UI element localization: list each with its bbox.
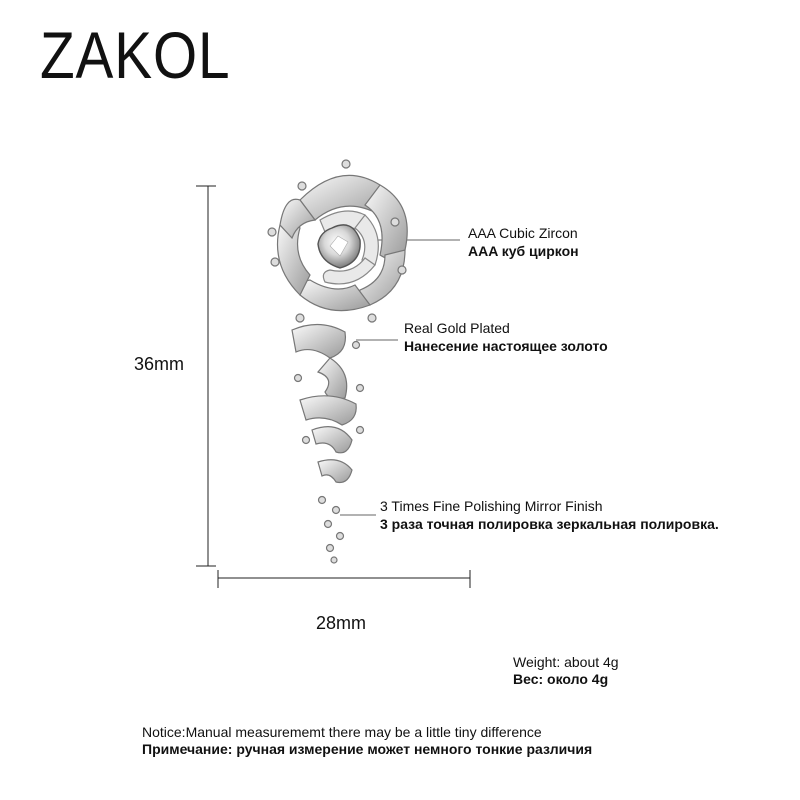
annotation-polishing-ru: 3 раза точная полировка зеркальная полировка. — [380, 516, 719, 532]
brand-logo: ZAKOL — [40, 18, 231, 92]
annotation-leaders — [340, 240, 460, 515]
annotation-polishing — [380, 497, 719, 533]
annotation-zircon — [468, 224, 579, 260]
annotation-zircon-en: AAA Cubic Zircon — [468, 225, 578, 241]
annotation-zircon-ru: AAA куб циркон — [468, 243, 579, 259]
weight-ru: Вес: около 4g — [513, 671, 609, 687]
height-label: 36mm — [134, 354, 185, 374]
measurement-notice — [142, 724, 592, 758]
height-dimension-line — [196, 186, 216, 566]
annotation-plating-ru: Нанесение настоящее золото — [404, 338, 608, 354]
notice-en: Notice:Manual measurememt there may be a little tiny difference — [142, 724, 542, 740]
width-dimension-line — [218, 570, 470, 588]
weight-en: Weight: about 4g — [513, 654, 619, 670]
weight-info — [513, 654, 619, 688]
notice-ru: Примечание: ручная измерение может немного тонкие различия — [142, 741, 593, 757]
annotation-plating-en: Real Gold Plated — [404, 320, 510, 336]
width-label: 28mm — [316, 613, 367, 633]
annotation-polishing-en: 3 Times Fine Polishing Mirror Finish — [380, 498, 603, 514]
annotation-plating — [404, 319, 608, 355]
